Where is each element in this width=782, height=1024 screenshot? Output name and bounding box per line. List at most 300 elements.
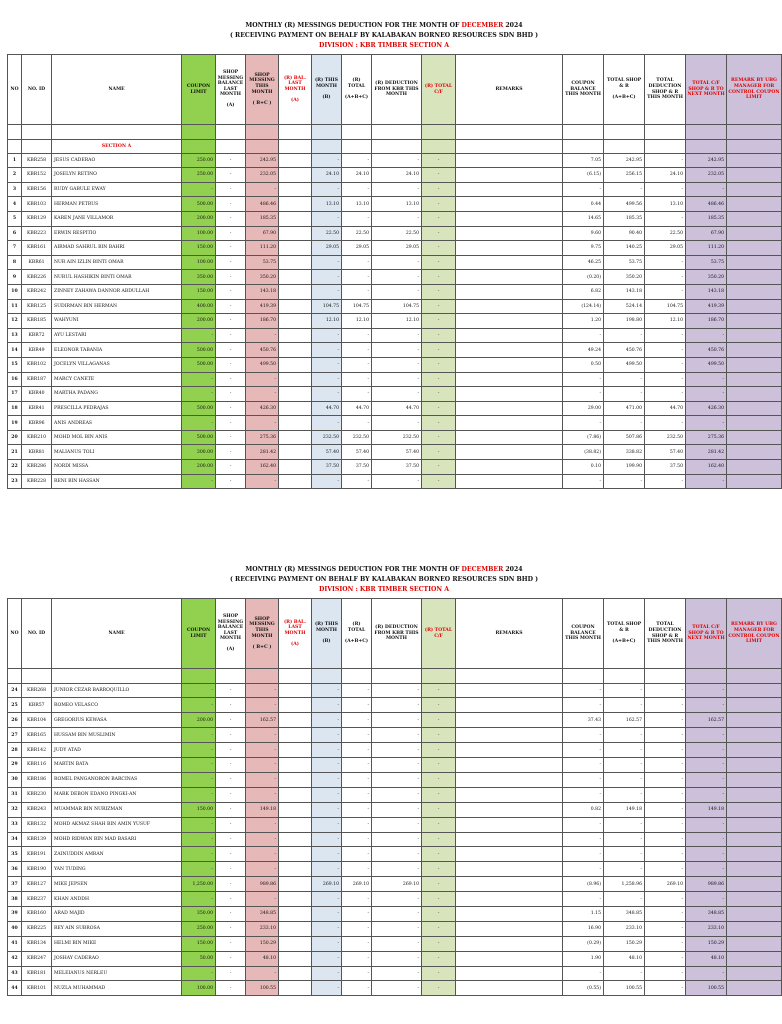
total-shop-r: 233.10 bbox=[604, 921, 645, 936]
remark-ubg bbox=[727, 802, 782, 817]
shop-messing-this-month: 111.20 bbox=[246, 241, 279, 256]
table-row bbox=[8, 168, 782, 183]
shop-balance-last-month: - bbox=[216, 832, 246, 847]
r-total: - bbox=[342, 817, 372, 832]
r-deduction: - bbox=[372, 372, 422, 387]
row-name: HERMAN PETRUS bbox=[52, 197, 182, 212]
remark-ubg bbox=[727, 416, 782, 431]
r-balance-last-month bbox=[279, 168, 312, 183]
r-total: - bbox=[342, 357, 372, 372]
r-deduction: - bbox=[372, 387, 422, 402]
r-deduction: - bbox=[372, 966, 422, 981]
row-id: KBR258 bbox=[22, 153, 52, 168]
row-no: 23 bbox=[8, 474, 22, 489]
total-cf: - bbox=[686, 862, 727, 877]
coupon-limit: 250.00 bbox=[182, 921, 216, 936]
r-total: - bbox=[342, 802, 372, 817]
total-deduction: - bbox=[645, 474, 686, 489]
r-this-month: - bbox=[312, 847, 342, 862]
remarks bbox=[456, 787, 563, 802]
shop-messing-this-month: - bbox=[246, 683, 279, 698]
remarks bbox=[456, 241, 563, 256]
r-total-cf: - bbox=[422, 387, 456, 402]
remark-ubg bbox=[727, 284, 782, 299]
r-balance-last-month bbox=[279, 966, 312, 981]
table-row bbox=[8, 683, 782, 698]
row-no: 21 bbox=[8, 445, 22, 460]
total-deduction: - bbox=[645, 951, 686, 966]
total-deduction: 13.10 bbox=[645, 197, 686, 212]
r-this-month: - bbox=[312, 182, 342, 197]
remarks bbox=[456, 401, 563, 416]
row-no: 37 bbox=[8, 877, 22, 892]
remarks bbox=[456, 951, 563, 966]
r-deduction: - bbox=[372, 284, 422, 299]
total-deduction: - bbox=[645, 698, 686, 713]
shop-messing-this-month: 486.46 bbox=[246, 197, 279, 212]
table-row bbox=[8, 343, 782, 358]
r-deduction: - bbox=[372, 862, 422, 877]
col-name: NAME bbox=[52, 599, 182, 669]
remarks bbox=[456, 168, 563, 183]
total-cf: 48.10 bbox=[686, 951, 727, 966]
coupon-balance: - bbox=[563, 728, 604, 743]
total-deduction: - bbox=[645, 847, 686, 862]
remark-ubg bbox=[727, 372, 782, 387]
total-cf: 150.29 bbox=[686, 936, 727, 951]
row-no: 8 bbox=[8, 255, 22, 270]
r-total: - bbox=[342, 387, 372, 402]
shop-messing-this-month: - bbox=[246, 182, 279, 197]
r-balance-last-month bbox=[279, 445, 312, 460]
total-cf: 275.36 bbox=[686, 430, 727, 445]
row-name: RENI BIN HASSAN bbox=[52, 474, 182, 489]
total-deduction: - bbox=[645, 372, 686, 387]
r-this-month: - bbox=[312, 255, 342, 270]
total-shop-r: - bbox=[604, 743, 645, 758]
row-name: ZINNEY ZAHAWA DANNOR ABDULLAH bbox=[52, 284, 182, 299]
row-name: GREGORIUS KEWASA bbox=[52, 713, 182, 728]
total-cf: 162.40 bbox=[686, 460, 727, 475]
row-name: HELMI BIN MIKE bbox=[52, 936, 182, 951]
r-this-month: - bbox=[312, 698, 342, 713]
remark-ubg bbox=[727, 817, 782, 832]
total-shop-r: - bbox=[604, 772, 645, 787]
r-balance-last-month bbox=[279, 981, 312, 996]
r-this-month: - bbox=[312, 772, 342, 787]
r-total-cf: - bbox=[422, 401, 456, 416]
r-balance-last-month bbox=[279, 299, 312, 314]
shop-balance-last-month: - bbox=[216, 197, 246, 212]
r-total-cf: - bbox=[422, 787, 456, 802]
r-total: 37.50 bbox=[342, 460, 372, 475]
r-total: - bbox=[342, 906, 372, 921]
total-cf: - bbox=[686, 683, 727, 698]
table-row bbox=[8, 951, 782, 966]
table-row bbox=[8, 892, 782, 907]
row-name: RUDY GABULE EWAY bbox=[52, 182, 182, 197]
shop-balance-last-month: - bbox=[216, 241, 246, 256]
row-no: 22 bbox=[8, 460, 22, 475]
remarks bbox=[456, 802, 563, 817]
r-total-cf: - bbox=[422, 713, 456, 728]
row-name: ROMEO VELASCO bbox=[52, 698, 182, 713]
r-total: - bbox=[342, 153, 372, 168]
total-shop-r: 350.20 bbox=[604, 270, 645, 285]
row-id: KBR226 bbox=[22, 270, 52, 285]
col-total-deduction: TOTAL DEDUCTION SHOP & R THIS MONTH bbox=[645, 55, 686, 125]
remark-ubg bbox=[727, 270, 782, 285]
total-shop-r: - bbox=[604, 817, 645, 832]
r-total: - bbox=[342, 698, 372, 713]
remark-ubg bbox=[727, 698, 782, 713]
total-shop-r: 348.85 bbox=[604, 906, 645, 921]
r-this-month: 269.10 bbox=[312, 877, 342, 892]
coupon-balance: - bbox=[563, 372, 604, 387]
remark-ubg bbox=[727, 168, 782, 183]
total-cf: - bbox=[686, 328, 727, 343]
total-shop-r: 143.18 bbox=[604, 284, 645, 299]
table-row bbox=[8, 877, 782, 892]
shop-balance-last-month: - bbox=[216, 698, 246, 713]
spacer-row-2 bbox=[8, 669, 782, 684]
remark-ubg bbox=[727, 966, 782, 981]
shop-balance-last-month: - bbox=[216, 936, 246, 951]
r-deduction: - bbox=[372, 270, 422, 285]
r-this-month: - bbox=[312, 328, 342, 343]
total-shop-r: 499.56 bbox=[604, 197, 645, 212]
r-deduction: 104.75 bbox=[372, 299, 422, 314]
remark-ubg bbox=[727, 921, 782, 936]
row-id: KBR228 bbox=[22, 474, 52, 489]
total-deduction: - bbox=[645, 728, 686, 743]
coupon-limit: 250.00 bbox=[182, 153, 216, 168]
r-this-month: - bbox=[312, 357, 342, 372]
remarks bbox=[456, 921, 563, 936]
total-cf: 143.18 bbox=[686, 284, 727, 299]
col-total-shop-r: TOTAL SHOP & R (A+B+C) bbox=[604, 599, 645, 669]
r-this-month: 13.10 bbox=[312, 197, 342, 212]
total-shop-r: 149.18 bbox=[604, 802, 645, 817]
r-total-cf: - bbox=[422, 683, 456, 698]
r-total-cf: - bbox=[422, 416, 456, 431]
remark-ubg bbox=[727, 713, 782, 728]
remarks bbox=[456, 387, 563, 402]
col-shop-balance: SHOP MESSING BALANCE LAST MONTH (A) bbox=[216, 599, 246, 669]
total-cf: - bbox=[686, 966, 727, 981]
r-total: - bbox=[342, 951, 372, 966]
coupon-limit: 500.00 bbox=[182, 401, 216, 416]
r-this-month: - bbox=[312, 474, 342, 489]
row-no: 26 bbox=[8, 713, 22, 728]
coupon-balance: 6.82 bbox=[563, 284, 604, 299]
r-total-cf: - bbox=[422, 430, 456, 445]
r-total-cf: - bbox=[422, 743, 456, 758]
r-total: - bbox=[342, 211, 372, 226]
total-deduction: - bbox=[645, 683, 686, 698]
r-total-cf: - bbox=[422, 168, 456, 183]
row-no: 1 bbox=[8, 153, 22, 168]
r-this-month: - bbox=[312, 270, 342, 285]
coupon-limit: 150.00 bbox=[182, 284, 216, 299]
report-subtitle-2: ( RECEIVING PAYMENT ON BEHALF BY KALABAKAN BORNEO RESOURCES SDN BHD ) bbox=[229, 576, 539, 583]
report-subtitle: ( RECEIVING PAYMENT ON BEHALF BY KALABAKAN BORNEO RESOURCES SDN BHD ) bbox=[229, 32, 539, 39]
remarks bbox=[456, 728, 563, 743]
remark-ubg bbox=[727, 474, 782, 489]
r-total-cf: - bbox=[422, 314, 456, 329]
shop-balance-last-month: - bbox=[216, 284, 246, 299]
total-shop-r: 198.80 bbox=[604, 314, 645, 329]
table-row bbox=[8, 787, 782, 802]
coupon-balance: 46.25 bbox=[563, 255, 604, 270]
r-balance-last-month bbox=[279, 343, 312, 358]
row-id: KBR72 bbox=[22, 328, 52, 343]
total-cf: - bbox=[686, 416, 727, 431]
total-deduction: 269.10 bbox=[645, 877, 686, 892]
shop-messing-this-month: - bbox=[246, 892, 279, 907]
shop-balance-last-month: - bbox=[216, 981, 246, 996]
remark-ubg bbox=[727, 255, 782, 270]
r-deduction: - bbox=[372, 817, 422, 832]
col-coupon-balance: COUPON BALANCE THIS MONTH bbox=[563, 599, 604, 669]
coupon-balance: 1.90 bbox=[563, 951, 604, 966]
row-no: 42 bbox=[8, 951, 22, 966]
r-balance-last-month bbox=[279, 862, 312, 877]
remarks bbox=[456, 936, 563, 951]
row-id: KBR185 bbox=[22, 314, 52, 329]
total-shop-r: - bbox=[604, 832, 645, 847]
coupon-limit: 400.00 bbox=[182, 299, 216, 314]
col-coupon-balance: COUPON BALANCE THIS MONTH bbox=[563, 55, 604, 125]
total-deduction: - bbox=[645, 817, 686, 832]
row-name: HUSSAM BIN MUSLIMIN bbox=[52, 728, 182, 743]
total-deduction: - bbox=[645, 862, 686, 877]
col-r-bal-last-month: (R) BAL. LAST MONTH (A) bbox=[279, 599, 312, 669]
row-id: KBR225 bbox=[22, 921, 52, 936]
shop-messing-this-month: 150.29 bbox=[246, 936, 279, 951]
total-deduction: - bbox=[645, 416, 686, 431]
shop-messing-this-month: 281.42 bbox=[246, 445, 279, 460]
r-total-cf: - bbox=[422, 284, 456, 299]
r-this-month: - bbox=[312, 284, 342, 299]
total-deduction: 232.50 bbox=[645, 430, 686, 445]
r-balance-last-month bbox=[279, 314, 312, 329]
col-r-this-month: (R) THIS MONTH (B) bbox=[312, 55, 342, 125]
shop-balance-last-month: - bbox=[216, 474, 246, 489]
r-total: 269.10 bbox=[342, 877, 372, 892]
header-row-2 bbox=[8, 599, 782, 669]
shop-balance-last-month: - bbox=[216, 314, 246, 329]
total-cf: - bbox=[686, 474, 727, 489]
r-deduction: - bbox=[372, 936, 422, 951]
coupon-balance: 1.20 bbox=[563, 314, 604, 329]
r-deduction: - bbox=[372, 787, 422, 802]
row-id: KBR165 bbox=[22, 728, 52, 743]
shop-balance-last-month: - bbox=[216, 877, 246, 892]
row-id: KBR116 bbox=[22, 758, 52, 773]
total-shop-r: 524.14 bbox=[604, 299, 645, 314]
r-this-month: 24.10 bbox=[312, 168, 342, 183]
coupon-balance: (124.14) bbox=[563, 299, 604, 314]
coupon-balance: - bbox=[563, 817, 604, 832]
r-total-cf: - bbox=[422, 758, 456, 773]
shop-messing-this-month: 499.50 bbox=[246, 357, 279, 372]
r-deduction: - bbox=[372, 802, 422, 817]
division-label: DIVISION : KBR TIMBER SECTION A bbox=[318, 42, 450, 49]
r-deduction: - bbox=[372, 255, 422, 270]
total-deduction: - bbox=[645, 211, 686, 226]
coupon-balance: (7.86) bbox=[563, 430, 604, 445]
r-balance-last-month bbox=[279, 906, 312, 921]
r-total-cf: - bbox=[422, 255, 456, 270]
coupon-limit: - bbox=[182, 892, 216, 907]
row-name: ERWIN RESPITIO bbox=[52, 226, 182, 241]
coupon-balance: 14.65 bbox=[563, 211, 604, 226]
r-deduction: - bbox=[372, 758, 422, 773]
total-shop-r: - bbox=[604, 328, 645, 343]
deduction-table-2 bbox=[7, 598, 782, 996]
remarks bbox=[456, 372, 563, 387]
remark-ubg bbox=[727, 936, 782, 951]
total-cf: 419.39 bbox=[686, 299, 727, 314]
remark-ubg bbox=[727, 241, 782, 256]
shop-balance-last-month: - bbox=[216, 817, 246, 832]
r-this-month: - bbox=[312, 743, 342, 758]
remarks bbox=[456, 892, 563, 907]
r-balance-last-month bbox=[279, 241, 312, 256]
table-row bbox=[8, 328, 782, 343]
coupon-limit: - bbox=[182, 474, 216, 489]
remark-ubg bbox=[727, 862, 782, 877]
row-no: 10 bbox=[8, 284, 22, 299]
r-balance-last-month bbox=[279, 802, 312, 817]
remarks bbox=[456, 713, 563, 728]
remarks bbox=[456, 832, 563, 847]
row-no: 5 bbox=[8, 211, 22, 226]
row-id: KBR243 bbox=[22, 802, 52, 817]
row-no: 44 bbox=[8, 981, 22, 996]
coupon-limit: - bbox=[182, 966, 216, 981]
total-shop-r: - bbox=[604, 683, 645, 698]
remark-ubg bbox=[727, 182, 782, 197]
shop-messing-this-month: - bbox=[246, 728, 279, 743]
row-name: JUDY ATAD bbox=[52, 743, 182, 758]
row-name: WAHYUNI bbox=[52, 314, 182, 329]
row-no: 38 bbox=[8, 892, 22, 907]
r-total: - bbox=[342, 832, 372, 847]
shop-messing-this-month: 348.85 bbox=[246, 906, 279, 921]
row-no: 17 bbox=[8, 387, 22, 402]
col-remarks: REMARKS bbox=[456, 55, 563, 125]
table-row bbox=[8, 197, 782, 212]
shop-messing-this-month: - bbox=[246, 817, 279, 832]
r-deduction: - bbox=[372, 182, 422, 197]
table-row bbox=[8, 474, 782, 489]
shop-messing-this-month: 162.57 bbox=[246, 713, 279, 728]
remark-ubg bbox=[727, 951, 782, 966]
col-r-bal-last-month: (R) BAL. LAST MONTH (A) bbox=[279, 55, 312, 125]
coupon-limit: 500.00 bbox=[182, 343, 216, 358]
total-deduction: 12.10 bbox=[645, 314, 686, 329]
coupon-balance: (0.55) bbox=[563, 981, 604, 996]
coupon-limit: 150.00 bbox=[182, 936, 216, 951]
remarks bbox=[456, 862, 563, 877]
col-shop-this-month: SHOP MESSING THIS MONTH ( B+C ) bbox=[246, 599, 279, 669]
total-shop-r: 507.86 bbox=[604, 430, 645, 445]
remark-ubg bbox=[727, 357, 782, 372]
row-name: MOHD AKMAZ SHAH BIN AMIN YUSUF bbox=[52, 817, 182, 832]
total-deduction: - bbox=[645, 328, 686, 343]
r-total-cf: - bbox=[422, 772, 456, 787]
r-balance-last-month bbox=[279, 387, 312, 402]
table-row bbox=[8, 270, 782, 285]
table-row bbox=[8, 211, 782, 226]
total-cf: 185.35 bbox=[686, 211, 727, 226]
total-deduction: - bbox=[645, 270, 686, 285]
r-total-cf: - bbox=[422, 211, 456, 226]
table-row bbox=[8, 430, 782, 445]
coupon-balance: 0.50 bbox=[563, 357, 604, 372]
remarks bbox=[456, 474, 563, 489]
coupon-limit: 200.00 bbox=[182, 211, 216, 226]
r-total: - bbox=[342, 728, 372, 743]
row-id: KBR96 bbox=[22, 416, 52, 431]
table-row bbox=[8, 182, 782, 197]
coupon-balance: - bbox=[563, 698, 604, 713]
remarks bbox=[456, 314, 563, 329]
col-r-total: (R) TOTAL (A+B+C) bbox=[342, 599, 372, 669]
coupon-limit: - bbox=[182, 683, 216, 698]
r-balance-last-month bbox=[279, 817, 312, 832]
col-remark-ubg: REMARK BY UBG MANAGER FOR CONTROL COUPON LIMIT bbox=[727, 599, 782, 669]
remark-ubg bbox=[727, 387, 782, 402]
r-total: - bbox=[342, 713, 372, 728]
row-name: NUZLA MUHAMMAD bbox=[52, 981, 182, 996]
total-deduction: - bbox=[645, 772, 686, 787]
total-shop-r: 140.25 bbox=[604, 241, 645, 256]
coupon-limit: - bbox=[182, 772, 216, 787]
r-total: - bbox=[342, 270, 372, 285]
col-r-this-month: (R) THIS MONTH (B) bbox=[312, 599, 342, 669]
remarks bbox=[456, 877, 563, 892]
remark-ubg bbox=[727, 211, 782, 226]
remarks bbox=[456, 284, 563, 299]
shop-balance-last-month: - bbox=[216, 951, 246, 966]
row-id: KBR161 bbox=[22, 241, 52, 256]
r-this-month: - bbox=[312, 921, 342, 936]
total-deduction: 24.10 bbox=[645, 168, 686, 183]
r-deduction: - bbox=[372, 951, 422, 966]
r-total: 104.75 bbox=[342, 299, 372, 314]
shop-balance-last-month: - bbox=[216, 892, 246, 907]
remarks bbox=[456, 817, 563, 832]
row-name: MELEIANUS NERLEU bbox=[52, 966, 182, 981]
table-row bbox=[8, 445, 782, 460]
r-balance-last-month bbox=[279, 951, 312, 966]
r-total-cf: - bbox=[422, 847, 456, 862]
row-no: 6 bbox=[8, 226, 22, 241]
r-total-cf: - bbox=[422, 372, 456, 387]
r-balance-last-month bbox=[279, 758, 312, 773]
remarks bbox=[456, 460, 563, 475]
total-cf: - bbox=[686, 847, 727, 862]
shop-balance-last-month: - bbox=[216, 416, 246, 431]
remark-ubg bbox=[727, 401, 782, 416]
r-balance-last-month bbox=[279, 270, 312, 285]
remarks bbox=[456, 299, 563, 314]
r-this-month: 37.50 bbox=[312, 460, 342, 475]
col-total-cf: TOTAL C/F SHOP & R TO NEXT MONTH bbox=[686, 55, 727, 125]
